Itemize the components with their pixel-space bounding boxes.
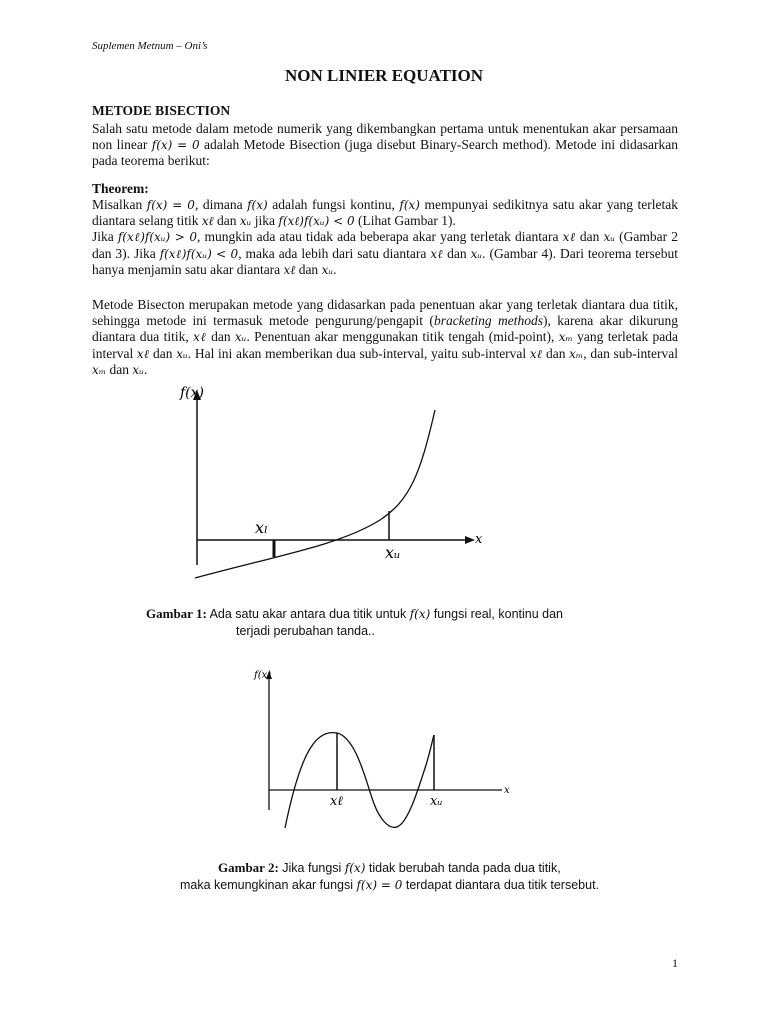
running-header: Suplemen Metnum – Oni’s — [92, 40, 208, 52]
fig2-x-label: x — [504, 785, 510, 796]
fig1-xu-label: xᵤ — [385, 543, 401, 562]
theorem-paragraph: Misalkan f(x) = 0, dimana f(x) adalah fungsi kontinu, f(x) mempunyai sedikitnya satu akar yang terletak diantara selang titik xℓ dan xᵤ jika f(xℓ)f(xᵤ) < 0 (Lihat Gambar 1). Jika f(xℓ)f(xᵤ) > 0, mungkin ada atau tidak ada beberapa akar yang terletak diantara xℓ dan xᵤ (Gambar 2 dan 3). Jika f(xℓ)f(xᵤ) < 0, maka ada lebih dari satu diantara xℓ dan xᵤ. (Gambar 4). Dari teorema tersebut hanya menjamin satu akar diantara xℓ dan xᵤ. — [92, 197, 679, 277]
figure-1-caption-line2: terjadi perubahan tanda.. — [236, 624, 375, 638]
fig1-x-arrow — [465, 536, 475, 544]
bisection-paragraph: Metode Bisecton merupakan metode yang didasarkan pada penentuan akar yang terletak diantara dua titik, sehingga metode ini termasuk metode pengurung/pengapit (bracketing methods), karena akar dikurung diantara dua titik, xℓ dan xᵤ. Penentuan akar menggunakan titik tengah (mid-point), xₘ yang terletak pada interval xℓ dan xᵤ. Hal ini akan memberikan dua sub-interval, yaitu sub-interval xℓ dan xₘ, dan sub-interval xₘ dan xᵤ. — [92, 297, 679, 377]
intro-paragraph: Salah satu metode dalam metode numerik yang dikembangkan pertama untuk menentukan akar persamaan non linear f(x) = 0 adalah Metode Bisection (juga disebut Binary-Search method). Metode ini didasarkan pada teorema berikut: — [92, 121, 679, 169]
fig1-x-label: x — [475, 532, 483, 547]
fig2-curve — [285, 733, 434, 828]
fig2-xu-label: xᵤ — [430, 794, 443, 809]
fig2-y-label: f(x) — [254, 670, 272, 681]
page-number: 1 — [672, 956, 678, 970]
theorem-label: Theorem: — [92, 181, 149, 196]
fig1-y-label: f(x) — [180, 385, 205, 401]
figure-2-caption: Gambar 2: Jika fungsi f(x) tidak berubah tanda pada dua titik, — [218, 860, 561, 875]
figure-2-caption-line2: maka kemungkinan akar fungsi f(x) = 0 terdapat diantara dua titik tersebut. — [180, 878, 600, 892]
figure-1 — [150, 380, 500, 590]
equation: f(x) = 0 — [151, 138, 200, 153]
fig2-xl-label: xℓ — [330, 794, 343, 809]
section-heading: METODE BISECTION — [92, 103, 231, 118]
page-title: NON LINIER EQUATION — [284, 66, 484, 85]
figure-1-caption: Gambar 1: Ada satu akar antara dua titik untuk f(x) fungsi real, kontinu dan — [146, 606, 564, 621]
figure-2 — [240, 665, 530, 845]
fig1-xl-label: xₗ — [255, 518, 268, 537]
